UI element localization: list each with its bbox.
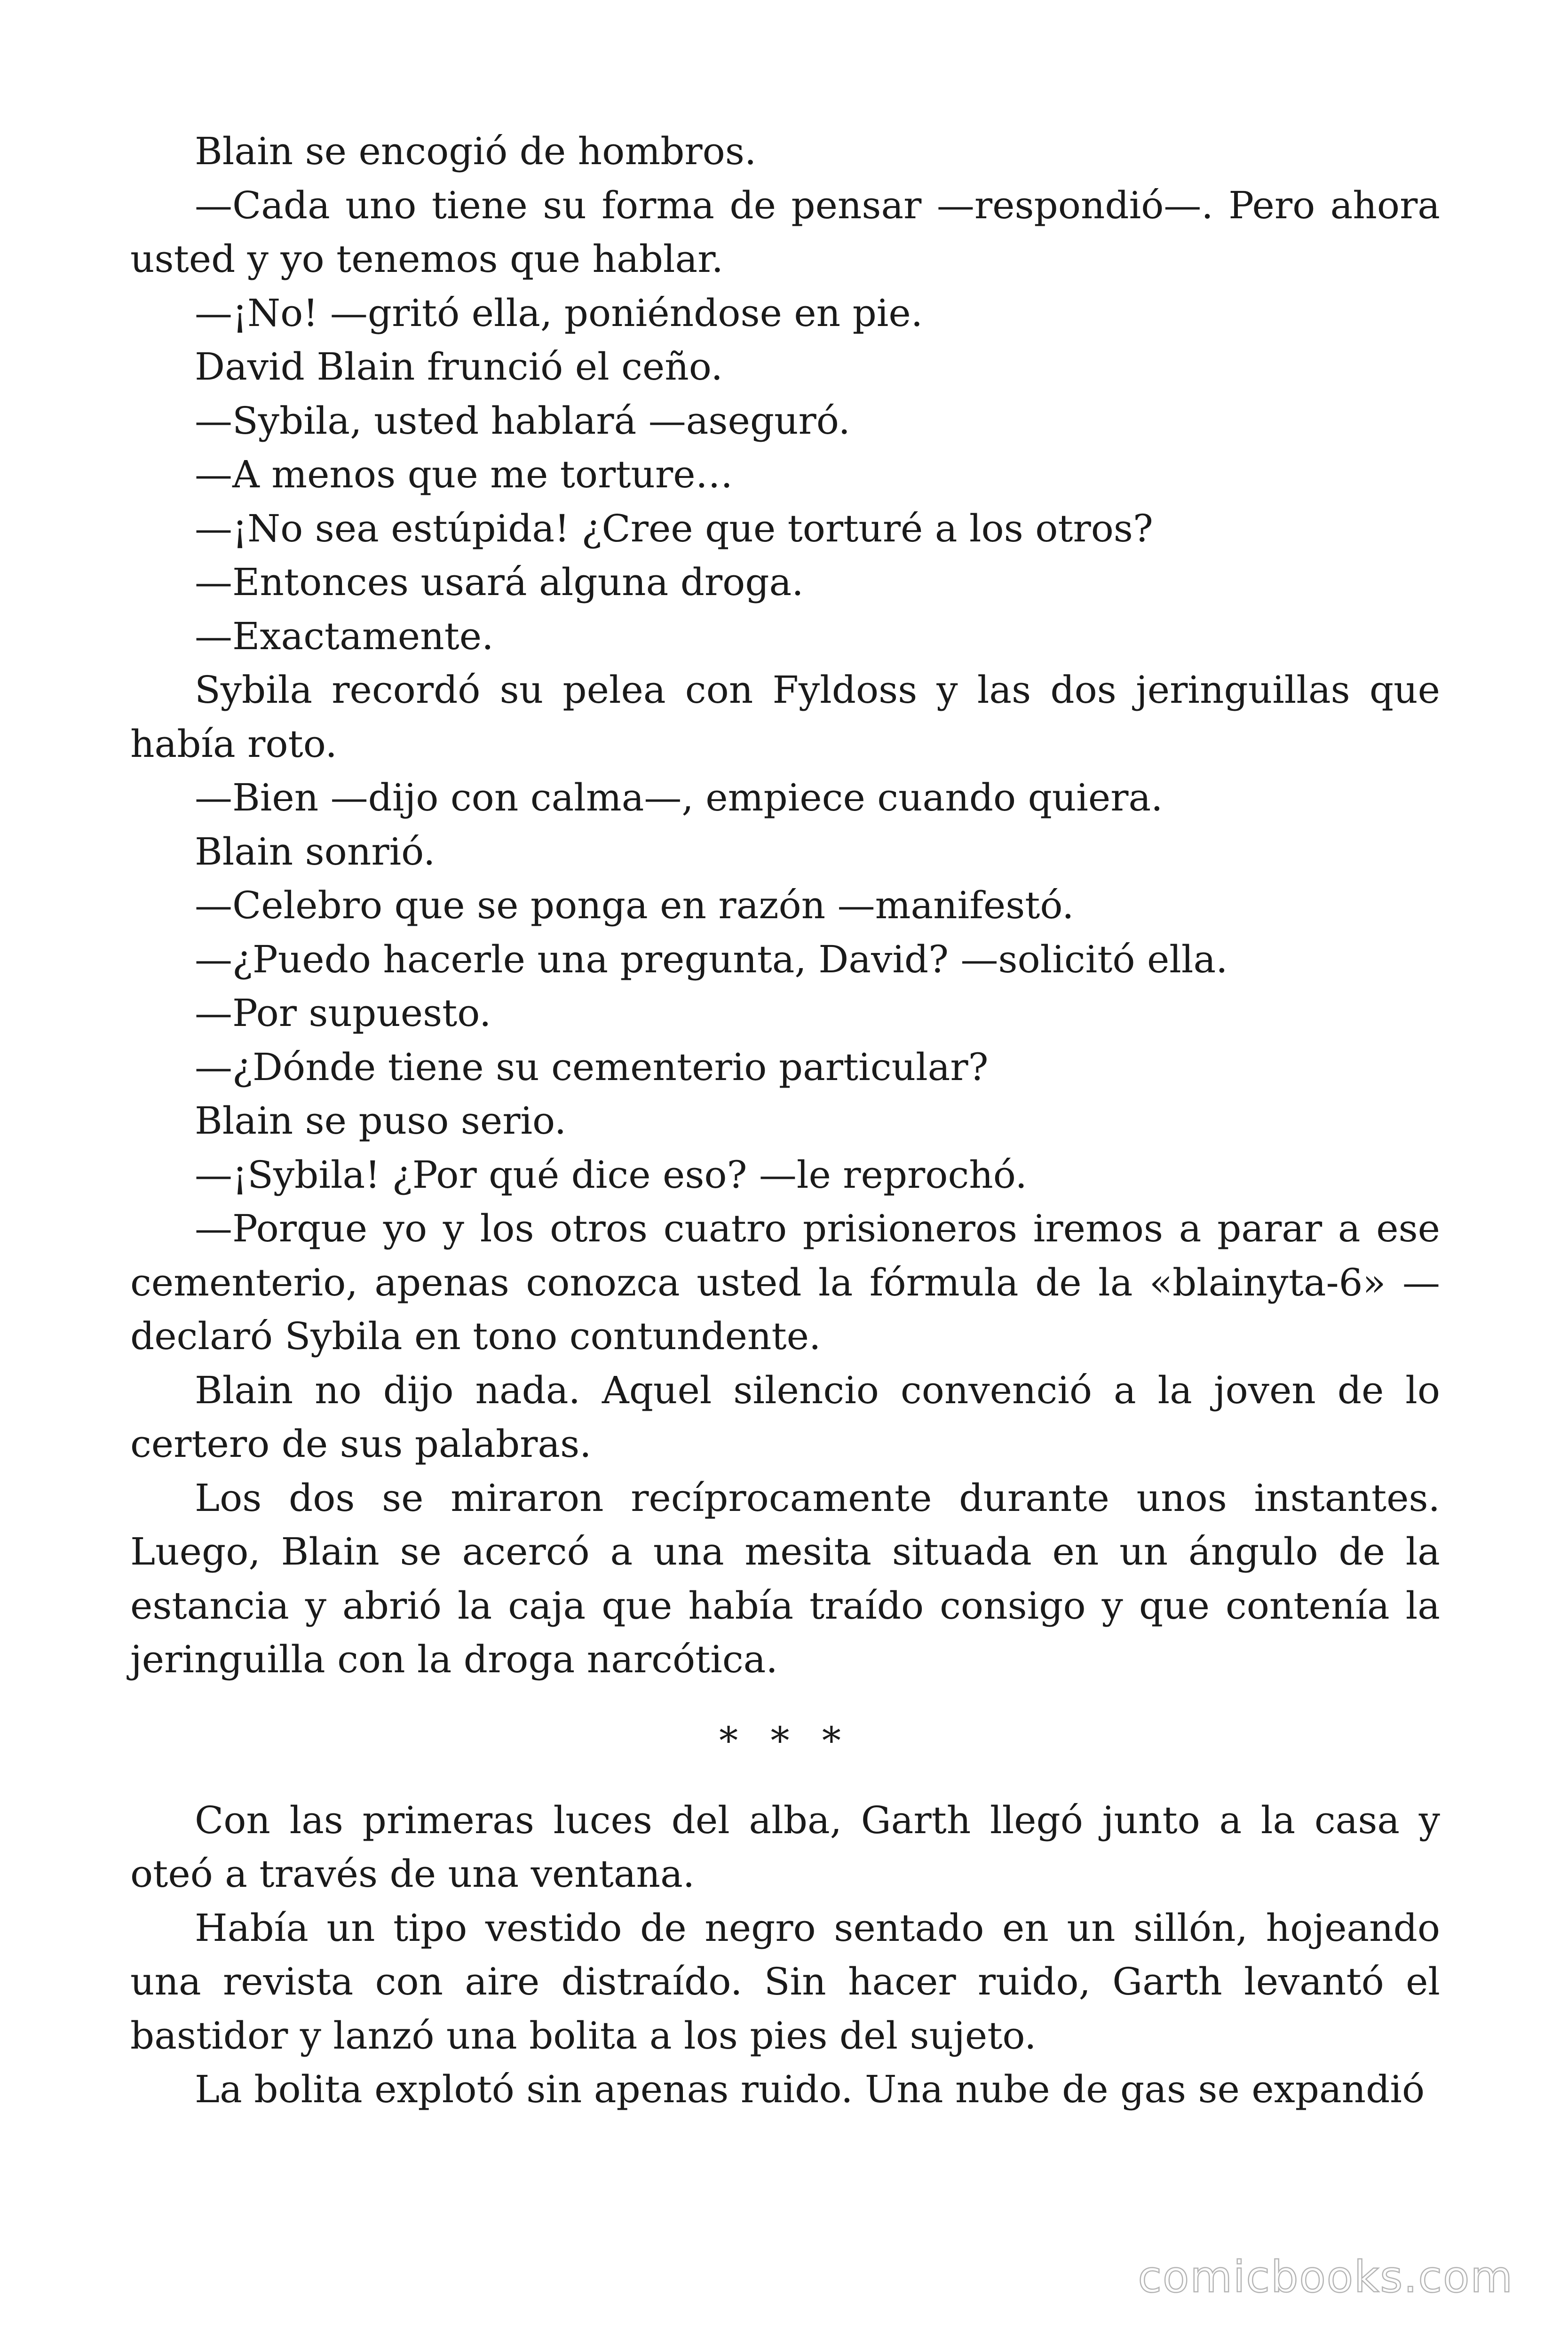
paragraph: —¡No sea estúpida! ¿Cree que torturé a los otros?	[195, 506, 1153, 550]
text-block-before-break	[130, 125, 1440, 1687]
paragraph: Blain no dijo nada. Aquel silencio convenció a la joven de lo certero de sus palabras.	[130, 1368, 1440, 1466]
paragraph: Sybila recordó su pelea con Fyldoss y las dos jeringuillas que había roto.	[130, 668, 1440, 766]
paragraph: Los dos se miraron recíprocamente durante unos instantes. Luego, Blain se acercó a una mesita situada en un ángulo de la estancia y abrió la caja que había traído consigo y que contenía la jeringuilla con la droga narcótica.	[130, 1476, 1440, 1681]
paragraph: —Entonces usará alguna droga.	[195, 560, 804, 604]
paragraph: —Sybila, usted hablará —aseguró.	[195, 398, 850, 443]
page-body	[130, 125, 1440, 2117]
spacer	[130, 1781, 1440, 1794]
watermark-text: comicbooks.com	[1138, 2252, 1513, 2302]
paragraph: —¡No! —gritó ella, poniéndose en pie.	[195, 291, 923, 335]
paragraph: Blain se encogió de hombros.	[195, 129, 757, 173]
paragraph: —A menos que me torture…	[195, 453, 733, 496]
paragraph: —Exactamente.	[195, 614, 494, 658]
scene-break-separator: * * *	[719, 1718, 851, 1763]
paragraph: —Cada uno tiene su forma de pensar —respondió—. Pero ahora usted y yo tenemos que hablar.	[130, 183, 1440, 281]
paragraph: Blain se puso serio.	[195, 1099, 567, 1143]
paragraph: Había un tipo vestido de negro sentado en un sillón, hojeando una revista con aire distraído. Sin hacer ruido, Garth levantó el bastidor y lanzó una bolita a los pies del sujeto.	[130, 1906, 1440, 2058]
paragraph: —Por supuesto.	[195, 991, 491, 1035]
paragraph: Con las primeras luces del alba, Garth llegó junto a la casa y oteó a través de una ventana.	[130, 1798, 1440, 1896]
paragraph: David Blain frunció el ceño.	[195, 345, 723, 389]
paragraph: La bolita explotó sin apenas ruido. Una nube de gas se expandió	[195, 2067, 1425, 2111]
paragraph: —Celebro que se ponga en razón —manifestó.	[195, 883, 1074, 927]
paragraph: —Porque yo y los otros cuatro prisioneros iremos a parar a ese cementerio, apenas conozca usted la fórmula de la «blainyta-6» —declaró Sybila en tono contundente.	[130, 1207, 1440, 1358]
paragraph: —¡Sybila! ¿Por qué dice eso? —le reprochó.	[195, 1152, 1027, 1197]
paragraph: —Bien —dijo con calma—, empiece cuando quiera.	[195, 776, 1163, 819]
paragraph: —¿Dónde tiene su cementerio particular?	[195, 1045, 989, 1089]
paragraph: Blain sonrió.	[195, 829, 436, 874]
text-block-after-break	[130, 1794, 1440, 2117]
paragraph: —¿Puedo hacerle una pregunta, David? —solicitó ella.	[195, 937, 1228, 981]
